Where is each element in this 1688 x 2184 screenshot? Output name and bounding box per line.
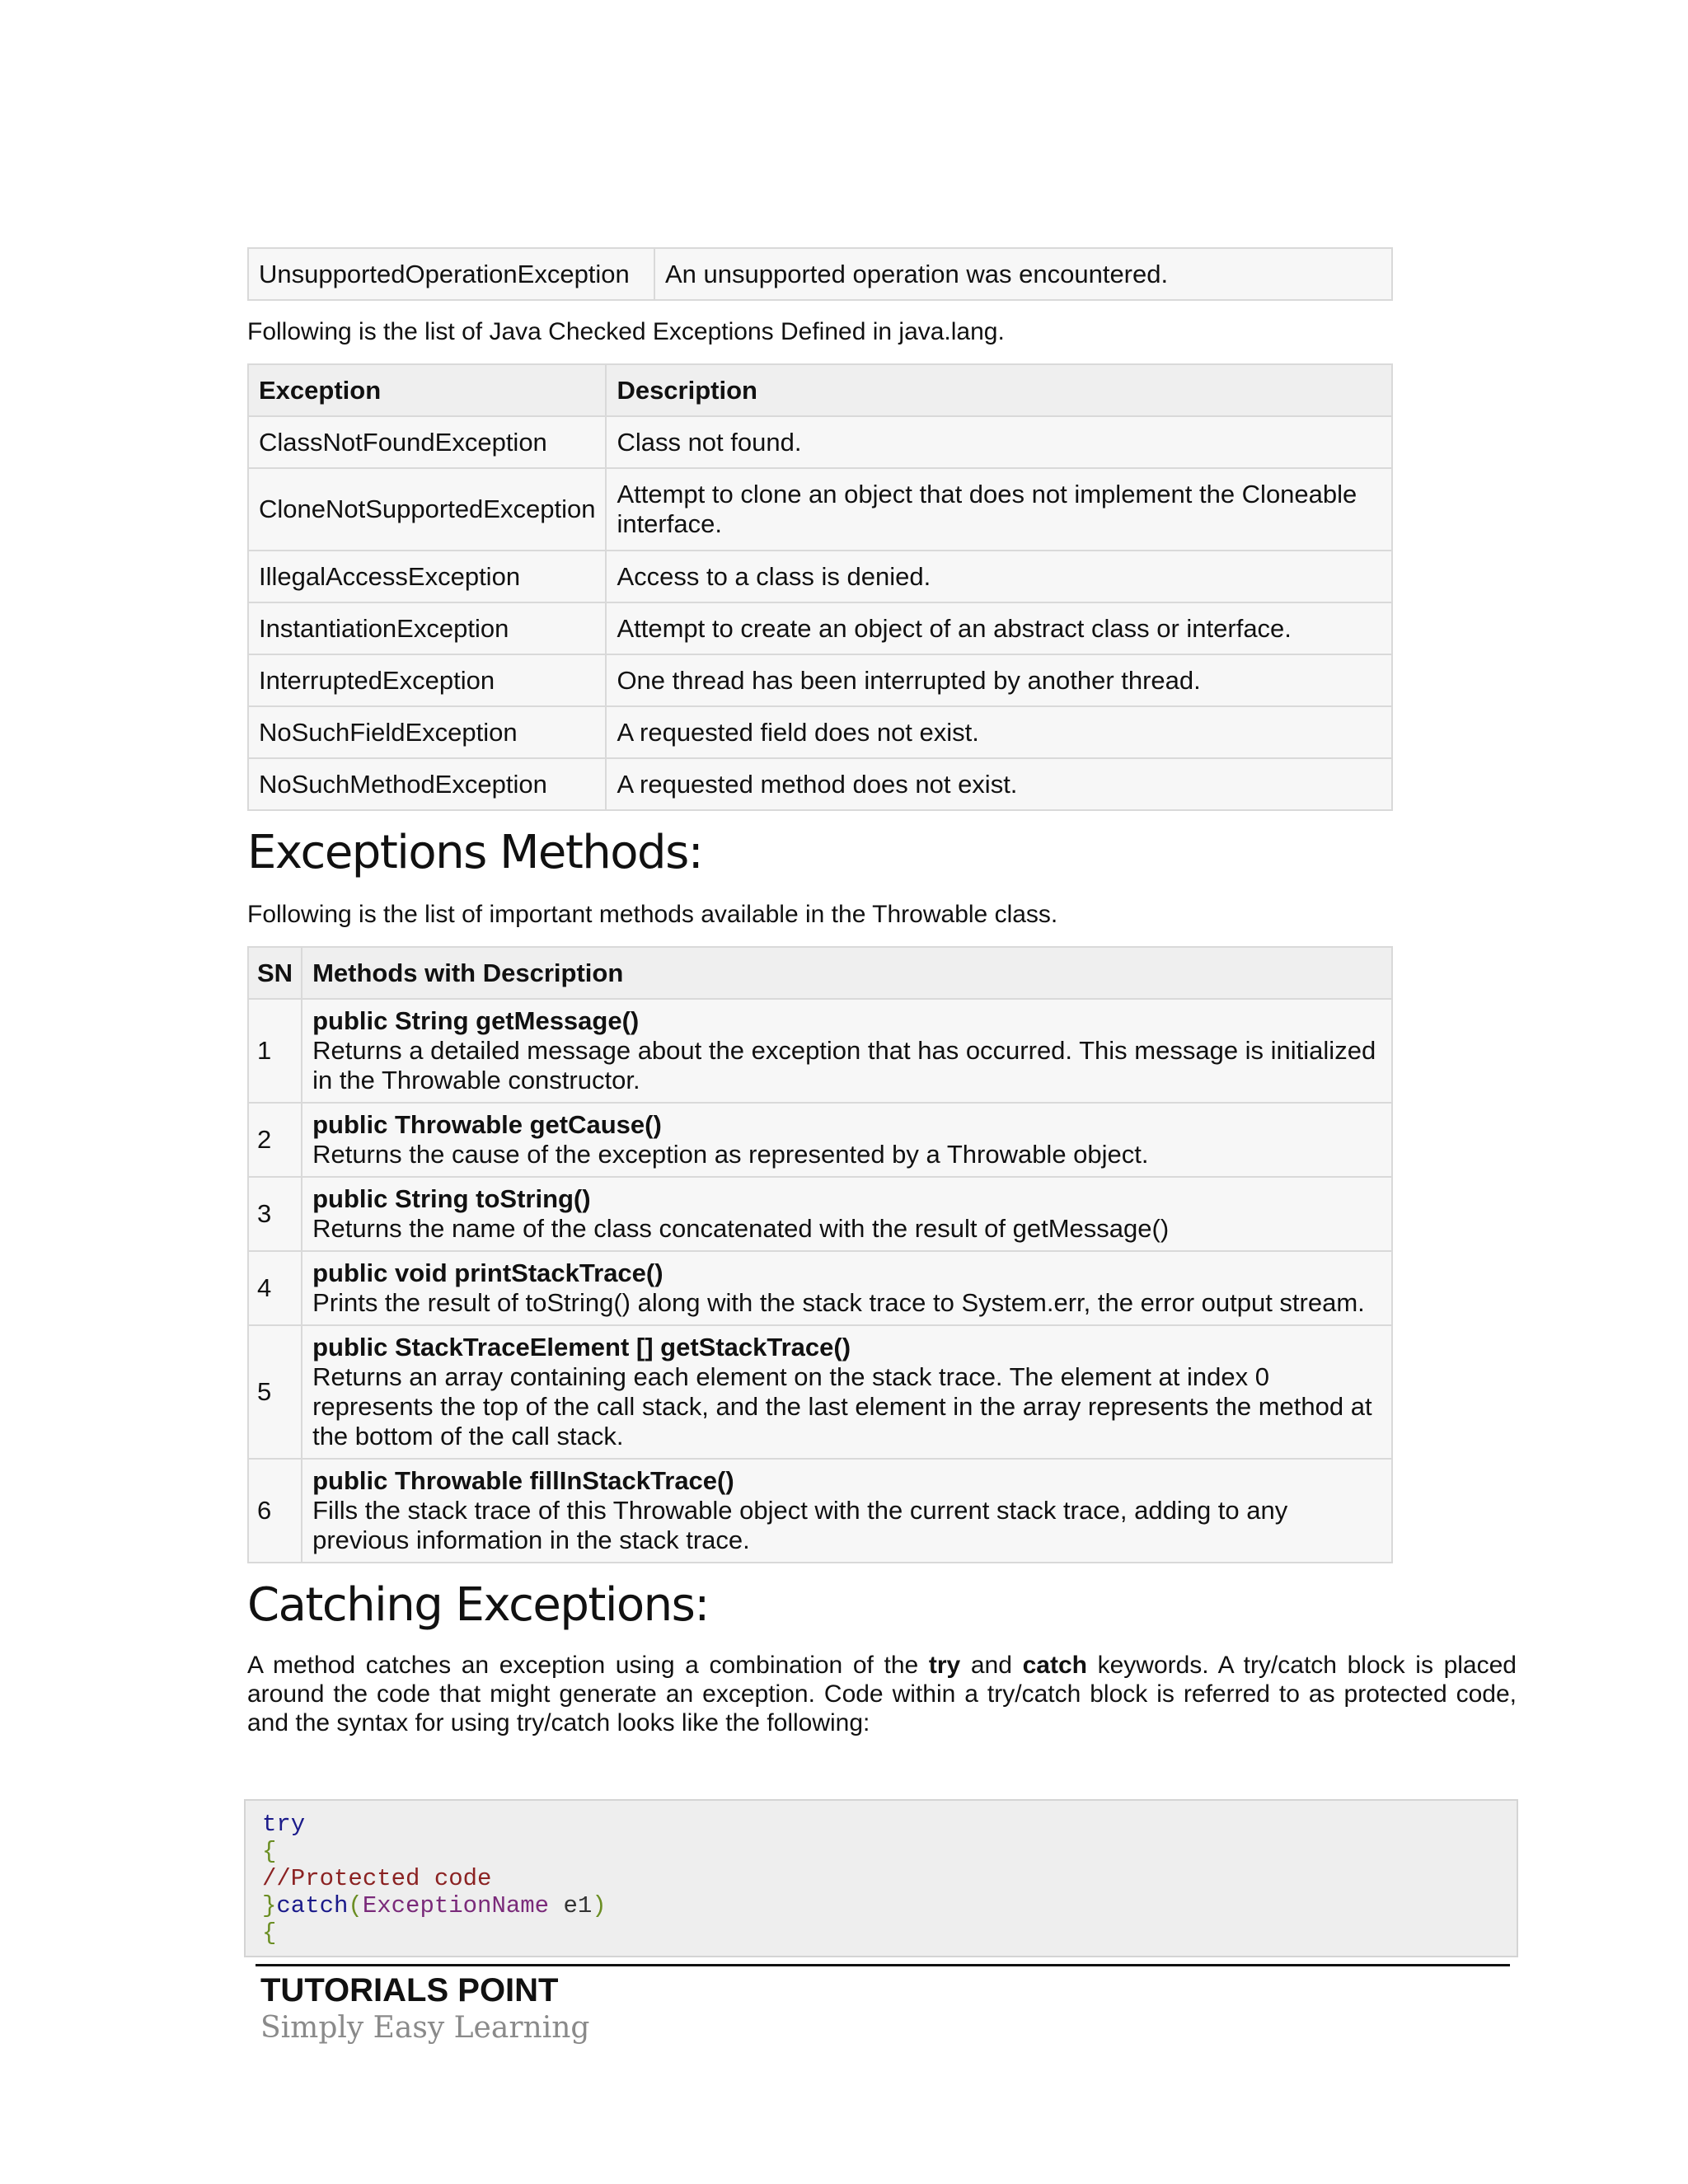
table-header-row bbox=[248, 364, 1392, 416]
method-cell bbox=[302, 1325, 1392, 1459]
table-row bbox=[248, 706, 1392, 758]
description-cell: A requested method does not exist. bbox=[606, 758, 1392, 810]
catching-text-2: and bbox=[960, 1652, 1023, 1679]
catching-text-3: keywords. A try/catch block is placed around the code that might generate an exception. Code within a try/catch block is referred to as protected code, and the syntax for using try/catch looks like the following: bbox=[247, 1652, 1517, 1736]
sn-cell: 1 bbox=[248, 999, 302, 1103]
code-block bbox=[244, 1799, 1518, 1957]
code-identifier: e1 bbox=[549, 1892, 593, 1919]
table-row bbox=[248, 1251, 1392, 1325]
code-brace: { bbox=[262, 1838, 277, 1865]
code-line bbox=[262, 1919, 1500, 1947]
method-cell bbox=[302, 999, 1392, 1103]
table-row bbox=[248, 654, 1392, 706]
header-methods: Methods with Description bbox=[302, 947, 1392, 999]
table-row bbox=[248, 1177, 1392, 1251]
code-paren: ) bbox=[592, 1892, 607, 1919]
catching-heading: Catching Exceptions: bbox=[247, 1578, 709, 1632]
table-row bbox=[248, 551, 1392, 602]
method-description: Returns the name of the class concatenated with the result of getMessage() bbox=[312, 1214, 1170, 1243]
sn-cell: 3 bbox=[248, 1177, 302, 1251]
methods-heading: Exceptions Methods: bbox=[247, 826, 703, 879]
checked-exceptions-intro: Following is the list of Java Checked Exceptions Defined in java.lang. bbox=[247, 318, 1005, 345]
method-description: Returns a detailed message about the exception that has occurred. This message is initialized in the Throwable constructor. bbox=[312, 1036, 1376, 1094]
description-cell: Class not found. bbox=[606, 416, 1392, 468]
code-line bbox=[262, 1811, 1500, 1838]
exception-cell: NoSuchFieldException bbox=[248, 706, 606, 758]
method-name: public Throwable getCause() bbox=[312, 1110, 662, 1139]
sn-cell: 5 bbox=[248, 1325, 302, 1459]
code-line bbox=[262, 1865, 1500, 1892]
sn-cell: 2 bbox=[248, 1103, 302, 1177]
table-row bbox=[248, 468, 1392, 551]
description-cell: Access to a class is denied. bbox=[606, 551, 1392, 602]
method-description: Fills the stack trace of this Throwable object with the current stack trace, adding to any previous information in the stack trace. bbox=[312, 1496, 1288, 1554]
method-cell bbox=[302, 1103, 1392, 1177]
table-row bbox=[248, 602, 1392, 654]
code-line bbox=[262, 1838, 1500, 1865]
sn-cell: 4 bbox=[248, 1251, 302, 1325]
method-name: public void printStackTrace() bbox=[312, 1258, 663, 1287]
code-keyword: try bbox=[262, 1811, 306, 1838]
sn-cell: 6 bbox=[248, 1459, 302, 1563]
throwable-methods-table bbox=[247, 946, 1393, 1563]
keyword-catch: catch bbox=[1022, 1652, 1087, 1679]
checked-exceptions-table bbox=[247, 363, 1393, 811]
description-cell: A requested field does not exist. bbox=[606, 706, 1392, 758]
code-brace: { bbox=[262, 1919, 277, 1947]
code-keyword: catch bbox=[276, 1892, 349, 1919]
table-row bbox=[248, 1103, 1392, 1177]
table-row bbox=[248, 1459, 1392, 1563]
catching-text-1: A method catches an exception using a combination of the bbox=[247, 1652, 929, 1679]
method-name: public String getMessage() bbox=[312, 1006, 640, 1035]
footer-divider bbox=[256, 1964, 1510, 1966]
method-name: public StackTraceElement [] getStackTrace() bbox=[312, 1333, 851, 1361]
table-row bbox=[248, 416, 1392, 468]
table-header-row bbox=[248, 947, 1392, 999]
header-sn: SN bbox=[248, 947, 302, 999]
code-brace: } bbox=[262, 1892, 277, 1919]
method-description: Returns an array containing each element on the stack trace. The element at index 0 represents the top of the call stack, and the last element in the array represents the method at the bottom of the call stack. bbox=[312, 1362, 1372, 1451]
exception-cell: InstantiationException bbox=[248, 602, 606, 654]
method-name: public String toString() bbox=[312, 1184, 591, 1213]
table-row bbox=[248, 758, 1392, 810]
description-cell: One thread has been interrupted by another thread. bbox=[606, 654, 1392, 706]
description-cell: An unsupported operation was encountered. bbox=[654, 248, 1392, 300]
catching-paragraph bbox=[247, 1651, 1517, 1737]
exception-cell: UnsupportedOperationException bbox=[248, 248, 654, 300]
exception-cell: InterruptedException bbox=[248, 654, 606, 706]
methods-intro: Following is the list of important methods available in the Throwable class. bbox=[247, 901, 1058, 928]
unchecked-exceptions-table-continued bbox=[247, 247, 1393, 301]
exception-cell: CloneNotSupportedException bbox=[248, 468, 606, 551]
method-description: Returns the cause of the exception as represented by a Throwable object. bbox=[312, 1140, 1149, 1169]
code-paren: ( bbox=[348, 1892, 363, 1919]
table-row bbox=[248, 999, 1392, 1103]
footer-tagline: Simply Easy Learning bbox=[260, 2011, 590, 2045]
method-cell bbox=[302, 1177, 1392, 1251]
content-area bbox=[247, 247, 1517, 1737]
header-exception: Exception bbox=[248, 364, 606, 416]
exception-cell: ClassNotFoundException bbox=[248, 416, 606, 468]
method-description: Prints the result of toString() along with the stack trace to System.err, the error output stream. bbox=[312, 1288, 1365, 1317]
exception-cell: NoSuchMethodException bbox=[248, 758, 606, 810]
code-line bbox=[262, 1892, 1500, 1919]
code-comment: //Protected code bbox=[262, 1865, 492, 1892]
method-name: public Throwable fillInStackTrace() bbox=[312, 1466, 734, 1495]
description-cell: Attempt to create an object of an abstract class or interface. bbox=[606, 602, 1392, 654]
exception-cell: IllegalAccessException bbox=[248, 551, 606, 602]
description-cell: Attempt to clone an object that does not implement the Cloneable interface. bbox=[606, 468, 1392, 551]
table-row bbox=[248, 248, 1392, 300]
code-class: ExceptionName bbox=[362, 1892, 550, 1919]
header-description: Description bbox=[606, 364, 1392, 416]
method-cell bbox=[302, 1459, 1392, 1563]
method-cell bbox=[302, 1251, 1392, 1325]
keyword-try: try bbox=[928, 1652, 961, 1679]
table-row bbox=[248, 1325, 1392, 1459]
footer-brand: TUTORIALS POINT bbox=[260, 1972, 559, 2008]
